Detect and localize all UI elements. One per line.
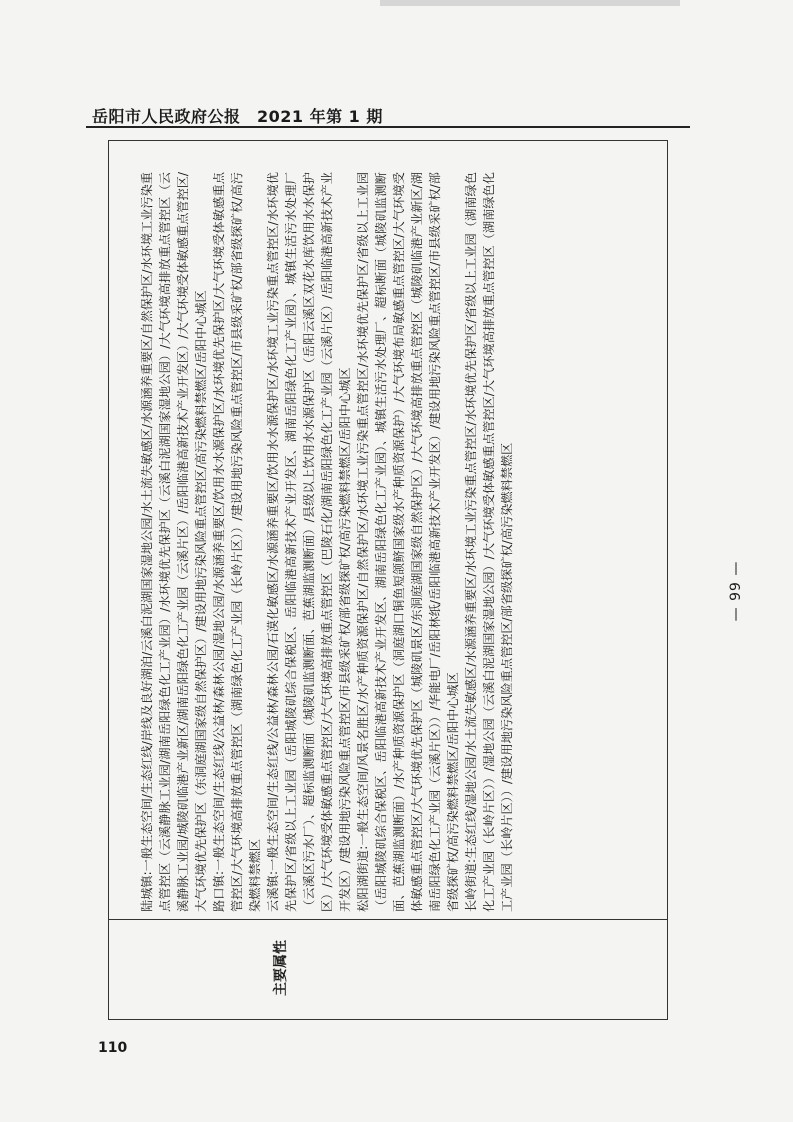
attribute-label: 主要属性 <box>273 940 289 996</box>
township-paragraph-lukou: 路口镇:一般生态空间/生态红线/公益林/森林公园/湿地公园/水源涵养重要区/饮用水水源保护区/水环境优先保护区/大气环境受体敏感重点管控区/大气环境高排放重点管控区（湖南绿色化工产业园（长岭片区））/建设用地污染风险重点管控区/市县级采矿权/部省级探矿权/高污染燃料禁燃区 <box>212 172 262 912</box>
attribute-content-text <box>130 172 648 918</box>
running-header-title: 岳阳市人民政府公报 2021 年第 1 期 <box>92 107 383 126</box>
township-paragraph-songyanghu: 松阳湖街道:一般生态空间/风景名胜区/水产种质资源保护区/自然保护区/水环境工业污染重点管控区/水环境优先保护区/省级以上工业园（岳阳城陵矶综合保税区、岳阳临港高新技术产业开发区、湖南岳阳绿色化工产业园）、城镇生活污水处理厂、超标断面（城陵矶监测断面、芭蕉湖监测断面）/水产种质资源保护区（洞庭湖口铜鱼短颌鲚国家级水产种质资源保护）/大气环境布局敏感重点管控区/大气环境受体敏感重点管控区/大气环境优先保护区（城陵矶景区/东洞庭湖国家级自然保护区）/大气环境高排放重点管控区（城陵矶临港产业新区/湖南岳阳绿色化工产业园（云溪片区））/华能电厂/岳阳林纸/岳阳临港高新技术产业开发区）/建设用地污染风险重点管控区/市县级采矿权/部省级探矿权/高污染燃料禁燃区/岳阳中心城区 <box>356 172 460 912</box>
attribute-content-cell <box>130 140 648 918</box>
township-paragraph-lucheng: 陆城镇:一般生态空间/生态红线/岸线及良好湖泊/云溪白泥湖国家湿地公园/水土流失敏感区/水源涵养重要区/自然保护区/水环境工业污染重点管控区（云溪静脉工业园/湖南岳阳绿色化工产业园）/水环境优先保护区（云溪白泥湖国家湿地公园）/大气环境高排放重点管控区（云溪静脉工业园/城陵矶临港产业新区/湖南岳阳绿色化工产业园（云溪片区）/岳阳临港高新技术产业开发区）/大气环境受体敏感重点管控区/大气环境优先保护区（东洞庭湖国家级自然保护区）/建设用地污染风险重点管控区/高污染燃料禁燃区/岳阳中心城区 <box>140 172 208 912</box>
page-number: 110 <box>98 1040 128 1056</box>
rotated-page-number: — 99 — <box>728 560 744 622</box>
table-cell-divider <box>109 919 667 920</box>
township-paragraph-yunxi: 云溪镇:一般生态空间/生态红线/公益林/森林公园/石漠化敏感区/水源涵养重要区/饮用水水源保护区/水环境工业污染重点管控区/水环境优先保护区/省级以上工业园（岳阳城陵矶综合保税区、岳阳临港高新技术产业开发区、湖南岳阳绿色化工产业园）、城镇生活污水处理厂（云溪区污水厂）、超标监测断面（城陵矶监测断面、芭蕉湖监测断面）/县级以上饮用水水源保护区（岳阳云溪区双花水库饮用水水保护区）/大气环境受体敏感重点管控区/大气环境高排放重点管控区（巴陵石化/湖南岳阳绿色化工产业园（云溪片区）/岳阳临港高新技术产业开发区）/建设用地污染风险重点管控区/市县级采矿权/部省级探矿权/高污染燃料禁燃区/岳阳中心城区 <box>266 172 352 912</box>
header-rule <box>86 126 690 128</box>
scan-edge-artifact <box>380 0 680 6</box>
township-paragraph-changling: 长岭街道:生态红线/湿地公园/水土流失敏感区/水源涵养重要区/水环境工业污染重点管控区/水环境优先保护区/省级以上工业园（湖南绿色化工产业园（长岭片区））/湿地公园（云溪白泥湖国家湿地公园）/大气环境受体敏感重点管控区/大气环境高排放重点管控区（湖南绿色化工产业园（长岭片区））/建设用地污染风险重点管控区/部省级探矿权/高污染燃料禁燃区 <box>464 172 514 912</box>
